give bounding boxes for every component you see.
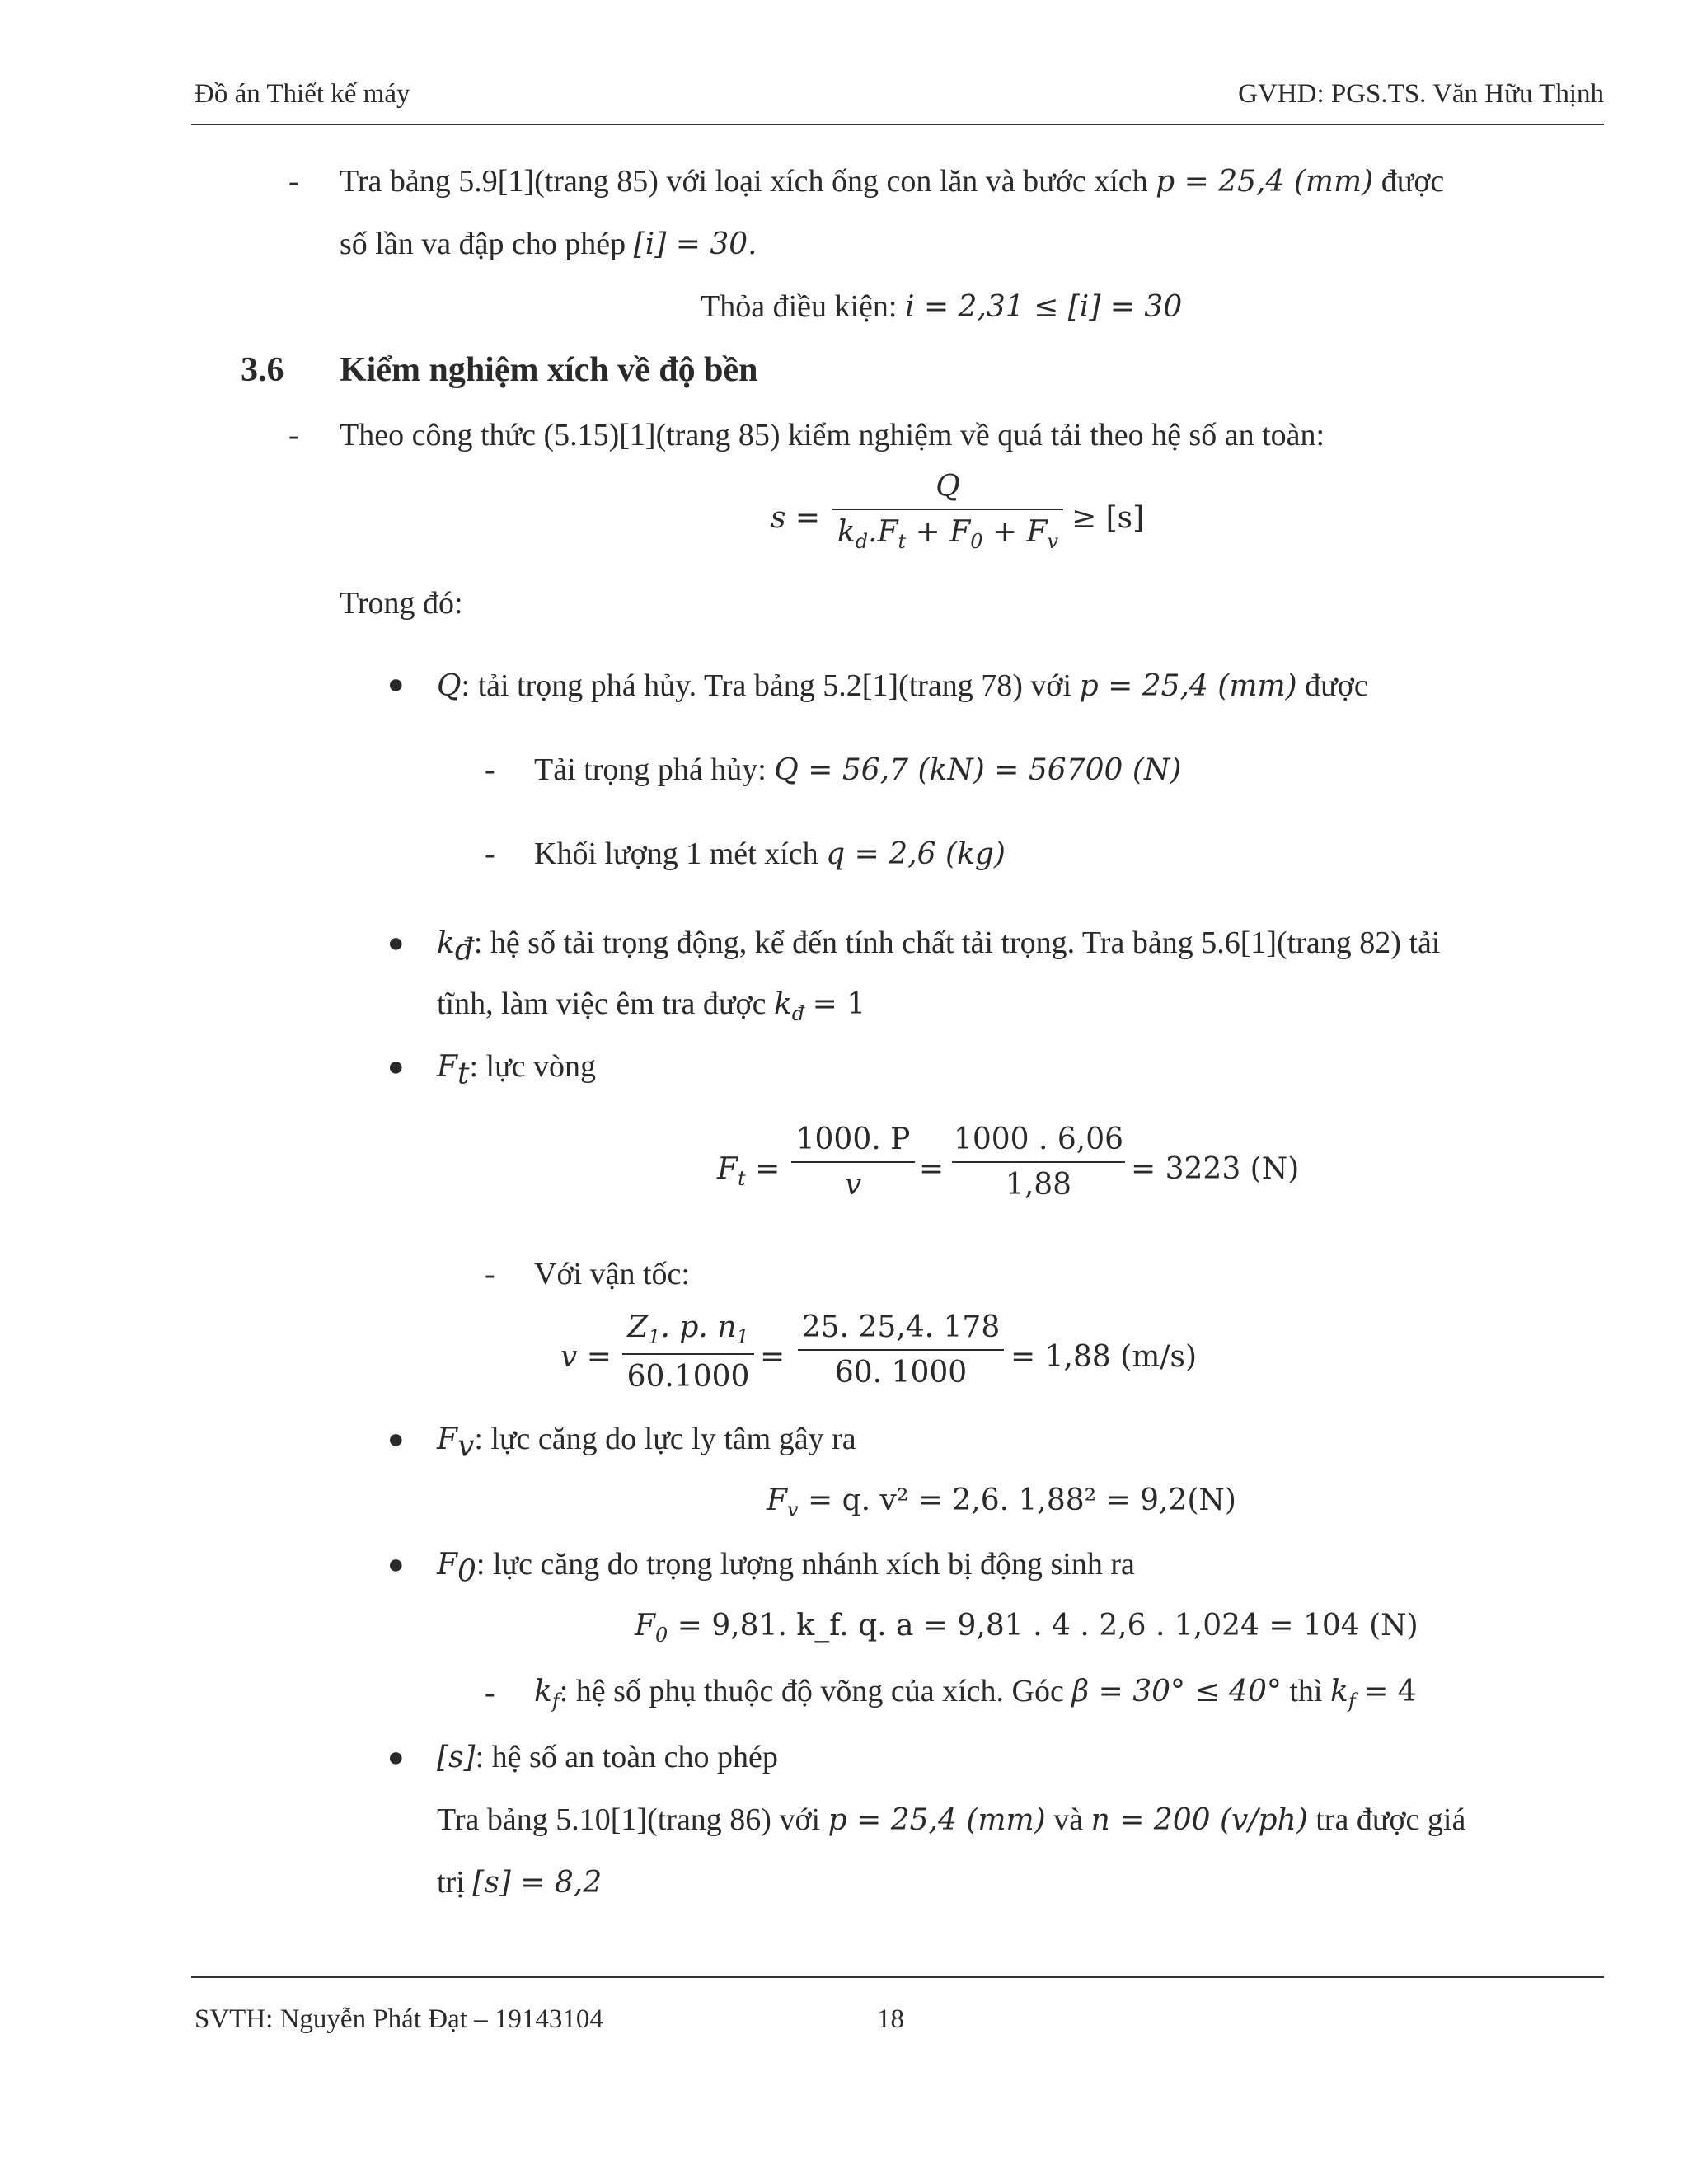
q-math: Q — [437, 669, 462, 703]
ft-eq-den2: 1,88 — [1005, 1168, 1072, 1202]
fv-line — [437, 1421, 856, 1464]
kd-text: : hệ số tải trọng động, kể đến tính chất tải trọng. Tra bảng 5.6[1](trang 82) tải — [473, 926, 1441, 960]
header-rule — [191, 124, 1604, 125]
dash-kf: - — [485, 1675, 495, 1710]
kd-eq-k: $k_đ$ — [773, 987, 805, 1026]
kd-line1 — [437, 925, 1440, 968]
theo-text: Theo công thức (5.15)[1](trang 85) kiểm nghiệm về quá tải theo hệ số an toàn: — [340, 418, 1325, 452]
ft-eq-num2: 1000 . 6,06 — [953, 1122, 1124, 1156]
fv-eq: = q. v² = 2,6. 1,88² = 9,2(N) — [808, 1483, 1236, 1517]
footer-left: SVTH: Nguyễn Phát Đạt – 19143104 — [195, 2004, 603, 2034]
kf-text2: thì — [1289, 1674, 1323, 1708]
dash-q2: - — [485, 837, 495, 871]
bullet-f0: ● — [387, 1549, 405, 1580]
s-line3-math: [s] = 8,2 — [472, 1866, 603, 1900]
section-number: 3.6 — [241, 351, 284, 389]
s-line — [437, 1739, 778, 1775]
s-line2-tail: tra được giá — [1315, 1802, 1466, 1837]
vt-text: Với vận tốc: — [534, 1257, 690, 1291]
line2 — [340, 226, 757, 262]
fv-eq-f: $F_v$ — [767, 1483, 799, 1522]
v-eq-den2: 60. 1000 — [834, 1356, 968, 1390]
s-line3 — [437, 1864, 602, 1900]
line3-math: i = 2,31 ≤ [i] = 30 — [904, 290, 1183, 324]
f0-math: F — [437, 1548, 457, 1582]
trong-do: Trong đó: — [340, 586, 463, 621]
q-line — [437, 668, 1368, 704]
q-tail: được — [1305, 668, 1368, 703]
line1-math: p = 25,4 (mm) — [1156, 165, 1374, 199]
ft-eq-eq: = — [919, 1152, 945, 1186]
f0-eq-line — [635, 1609, 1418, 1647]
line1 — [340, 163, 1444, 199]
ft-eq-frac1 — [791, 1122, 915, 1202]
eq-s-num — [935, 470, 960, 504]
line1-tail: được — [1381, 164, 1445, 199]
q-sub1-math: Q = 56,7 (kN) = 56700 (N) — [774, 753, 1182, 787]
fv-text: : lực căng do lực ly tâm gây ra — [474, 1422, 856, 1456]
q-math2: p = 25,4 (mm) — [1079, 669, 1297, 703]
ft-eq-bar1 — [791, 1161, 915, 1163]
header-left: Đồ án Thiết kế máy — [195, 79, 410, 109]
kf-sym: $k_f$ — [534, 1675, 560, 1713]
line2-text: số lần va đập cho phép — [340, 227, 626, 261]
footer-page: 18 — [877, 2004, 904, 2034]
kf-math: β = 30° ≤ 40° — [1071, 1675, 1282, 1708]
s-text: : hệ số an toàn cho phép — [475, 1740, 778, 1774]
v-eq-frac2 — [798, 1310, 1004, 1390]
v-eq-den1: 60.1000 — [626, 1360, 750, 1394]
f0-eq-f: $F_0$ — [635, 1609, 668, 1647]
f0-sub: 0 — [457, 1554, 476, 1589]
s-line2-and: và — [1053, 1802, 1084, 1837]
ft-eq-bar2 — [952, 1161, 1125, 1163]
ft-sub: t — [457, 1057, 470, 1091]
kd-sub: đ — [454, 933, 474, 968]
ft-eq-rhs: = 3223 (N) — [1131, 1152, 1300, 1186]
kd-text2: tĩnh, làm việc êm tra được — [437, 987, 767, 1021]
v-eq-lhs-text: v = — [560, 1340, 612, 1374]
bullet-s: ● — [387, 1742, 405, 1773]
kd-math: k — [437, 926, 455, 960]
footer-rule — [191, 1976, 1604, 1978]
f0-eq: = 9,81. k_f. q. a = 9,81 . 4 . 2,6 . 1,024 = 104 (N) — [677, 1609, 1418, 1643]
ft-line — [437, 1048, 596, 1091]
dash-2: - — [288, 418, 299, 452]
kf-line — [534, 1673, 1417, 1713]
s-line2-math2: n = 200 (v/ph) — [1090, 1803, 1308, 1837]
v-eq-num2: 25. 25,4. 178 — [801, 1310, 1001, 1344]
ft-eq-den1 — [845, 1168, 861, 1202]
eq-s-lhs — [771, 501, 820, 535]
v-eq-eq: = — [760, 1340, 785, 1374]
ft-eq-num1: 1000. P — [795, 1122, 911, 1156]
bullet-ft: ● — [387, 1052, 405, 1082]
q-sub1 — [534, 752, 1181, 788]
v-eq-bar2 — [798, 1349, 1004, 1351]
f0-line — [437, 1546, 1135, 1589]
bullet-fv: ● — [387, 1424, 405, 1455]
v-eq-frac1 — [622, 1310, 754, 1394]
bullet-kd: ● — [387, 928, 405, 958]
v-eq-bar1 — [622, 1353, 754, 1355]
eq-s-lhs-text: s = — [771, 501, 821, 535]
bullet-q: ● — [387, 669, 405, 700]
ft-eq-lhs: $F_t$ = — [717, 1152, 781, 1191]
kf-eq: = 4 — [1363, 1675, 1417, 1708]
s-line2-math1: p = 25,4 (mm) — [828, 1803, 1046, 1837]
q-sub1-text: Tải trọng phá hủy: — [534, 752, 767, 787]
s-line2 — [437, 1802, 1465, 1838]
fv-eq-line — [767, 1483, 1236, 1521]
fv-math: F — [437, 1422, 457, 1456]
line3-text: Thỏa điều kiện: — [701, 289, 898, 324]
eq-s-num-text: Q — [935, 470, 960, 504]
s-math: [s] — [437, 1741, 476, 1774]
header-right: GVHD: PGS.TS. Văn Hữu Thịnh — [1238, 79, 1604, 109]
v-eq-rhs: = 1,88 (m/s) — [1010, 1340, 1198, 1374]
eq-s-rhs: ≥ [s] — [1071, 501, 1145, 535]
q-text: : tải trọng phá hủy. Tra bảng 5.2[1](trang 78) với — [461, 668, 1072, 703]
fv-sub: v — [457, 1429, 475, 1464]
kf-sym2: $k_f$ — [1329, 1675, 1356, 1713]
ft-eq-frac2 — [952, 1122, 1125, 1202]
q-sub2-text: Khối lượng 1 mét xích — [534, 837, 818, 871]
line2-math: [i] = 30. — [633, 227, 757, 261]
kd-eq: = 1 — [812, 987, 866, 1021]
kd-line2 — [437, 986, 865, 1025]
dash-q1: - — [485, 752, 495, 787]
line1-text: Tra bảng 5.9[1](trang 85) với loại xích ống con lăn và bước xích — [340, 164, 1148, 199]
eq-s-fraction — [832, 470, 1063, 553]
dash-1: - — [288, 164, 299, 199]
eq-s-den: $k_d.F_t + F_0 + F_v$ — [837, 515, 1059, 554]
s-line2-text: Tra bảng 5.10[1](trang 86) với — [437, 1802, 821, 1837]
v-eq-num1: $Z_1$. p. $n_1$ — [627, 1310, 749, 1349]
ft-text: : lực vòng — [469, 1049, 597, 1084]
line3 — [701, 288, 1182, 325]
kf-text: : hệ số phụ thuộc độ võng của xích. Góc — [559, 1674, 1064, 1708]
ft-math: F — [437, 1050, 457, 1084]
ft-eq-den1-text: v — [844, 1168, 862, 1202]
q-sub2 — [534, 836, 1006, 872]
v-eq-lhs — [560, 1340, 612, 1374]
section-title: Kiểm nghiệm xích về độ bền — [340, 351, 758, 389]
f0-text: : lực căng do trọng lượng nhánh xích bị động sinh ra — [476, 1547, 1135, 1582]
eq-s-bar — [832, 509, 1063, 510]
s-line3-text: trị — [437, 1865, 465, 1900]
q-sub2-math: q = 2,6 (kg) — [826, 837, 1006, 871]
dash-vt: - — [485, 1257, 495, 1291]
